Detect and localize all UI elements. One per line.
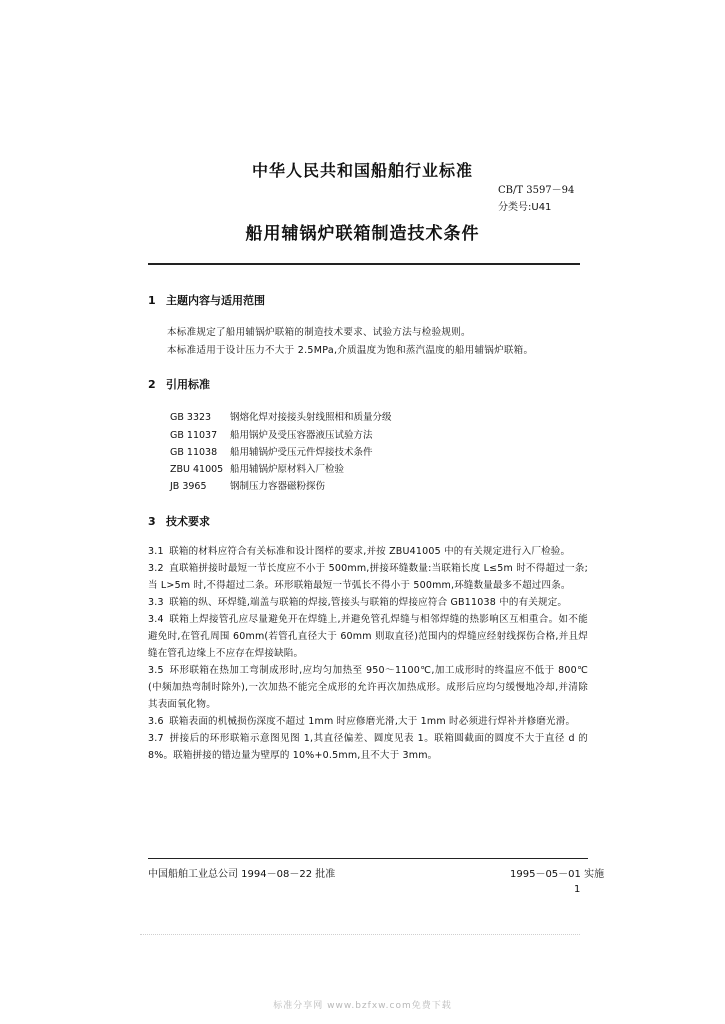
section-heading-1	[148, 292, 265, 308]
document-title: 船用辅锅炉联箱制造技术条件	[245, 224, 480, 244]
clause-text: 联箱上焊接管孔应尽量避免开在焊缝上,并避免管孔焊缝与相邻焊缝的热影响区互相重合。如不能避免时,在管孔周围 60mm(若管孔直径大于 60mm 则取直径)范围内的焊缝应经射线探伤合格,并且焊缝在管孔边缘上不应存在焊接缺陷。	[148, 614, 588, 659]
reference-item	[170, 461, 344, 475]
clause-number: 3.4	[148, 614, 164, 625]
section-title: 技术要求	[166, 515, 210, 528]
section-number: 3	[148, 515, 156, 528]
clause-number: 3.2	[148, 563, 164, 574]
approval-statement: 中国船舶工业总公司 1994－08－22 批准	[148, 869, 336, 880]
clause	[148, 543, 588, 560]
footer-divider	[148, 858, 588, 859]
clause-number: 3.5	[148, 665, 164, 676]
clause-text: 联箱的材料应符合有关标准和设计图样的要求,并按 ZBU41005 中的有关规定进行入厂检验。	[169, 546, 571, 557]
reference-code: GB 11037	[170, 430, 218, 441]
reference-code: ZBU 41005	[170, 464, 224, 475]
paragraph: 本标准适用于设计压力不大于 2.5MPa,介质温度为饱和蒸汽温度的船用辅锅炉联箱。	[167, 345, 534, 356]
paragraph: 本标准规定了船用辅锅炉联箱的制造技术要求、试验方法与检验规则。	[167, 327, 471, 338]
reference-name: 钢制压力容器磁粉探伤	[230, 481, 326, 492]
clause-text: 联箱表面的机械损伤深度不超过 1mm 时应修磨光滑,大于 1mm 时必须进行焊补并修磨光滑。	[169, 716, 576, 727]
clause-text: 拼接后的环形联箱示意图见图 1,其直径偏差、圆度见表 1。联箱圆截面的圆度不大于直径 d 的 8%。联箱拼接的错边量为壁厚的 10%+0.5mm,且不大于 3mm。	[148, 733, 588, 761]
reference-item	[170, 409, 392, 423]
clause-number: 3.3	[148, 597, 164, 608]
section-number: 2	[148, 378, 156, 391]
clause	[148, 713, 588, 730]
clause-number: 3.6	[148, 716, 164, 727]
clause	[148, 594, 588, 611]
clause	[148, 611, 588, 662]
clause	[148, 730, 588, 764]
reference-code: JB 3965	[170, 481, 207, 492]
section-heading-2	[148, 376, 210, 392]
clause-number: 3.1	[148, 546, 164, 557]
section-title: 引用标准	[166, 378, 210, 391]
clause-text: 环形联箱在热加工弯制成形时,应均匀加热至 950～1100℃,加工成形时的终温应不低于 800℃(中频加热弯制时除外),一次加热不能完全成形的允许再次加热成形。成形后应均匀缓慢地冷却,并清除其表面氧化物。	[148, 665, 588, 710]
reference-item	[170, 478, 325, 492]
effective-date: 1995－05－01 实施	[510, 869, 605, 880]
reference-code: GB 3323	[170, 412, 212, 423]
page-number: 1	[574, 884, 581, 895]
clause-number: 3.7	[148, 733, 164, 744]
reference-code: GB 11038	[170, 447, 218, 458]
watermark: 标准分享网 www.bzfxw.com免费下载	[273, 1001, 452, 1011]
reference-item	[170, 444, 373, 458]
section-title: 主题内容与适用范围	[166, 294, 265, 307]
section-number: 1	[148, 294, 156, 307]
classification-number: 分类号:U41	[498, 202, 552, 213]
clause-text: 联箱的纵、环焊缝,端盖与联箱的焊接,管接头与联箱的焊接应符合 GB11038 中的有关规定。	[169, 597, 568, 608]
clause	[148, 560, 588, 594]
reference-name: 船用辅锅炉受压元件焊接技术条件	[230, 447, 373, 458]
standard-number: CB/T 3597－94	[498, 185, 575, 196]
section-heading-3	[148, 513, 210, 529]
scan-noise-line	[140, 934, 580, 943]
clause	[148, 662, 588, 713]
reference-item	[170, 427, 373, 441]
reference-name: 钢熔化焊对接接头射线照相和质量分级	[230, 412, 392, 423]
issuing-body-heading: 中华人民共和国船舶行业标准	[251, 161, 473, 180]
title-divider	[148, 263, 580, 265]
reference-name: 船用锅炉及受压容器液压试验方法	[230, 430, 373, 441]
reference-name: 船用辅锅炉原材料入厂检验	[230, 464, 345, 475]
clause-text: 直联箱拼接时最短一节长度应不小于 500mm,拼接环缝数量:当联箱长度 L≤5m 时不得超过一条;当 L>5m 时,不得超过二条。环形联箱最短一节弧长不得小于 500mm,环缝数量最多不超过四条。	[148, 563, 588, 591]
